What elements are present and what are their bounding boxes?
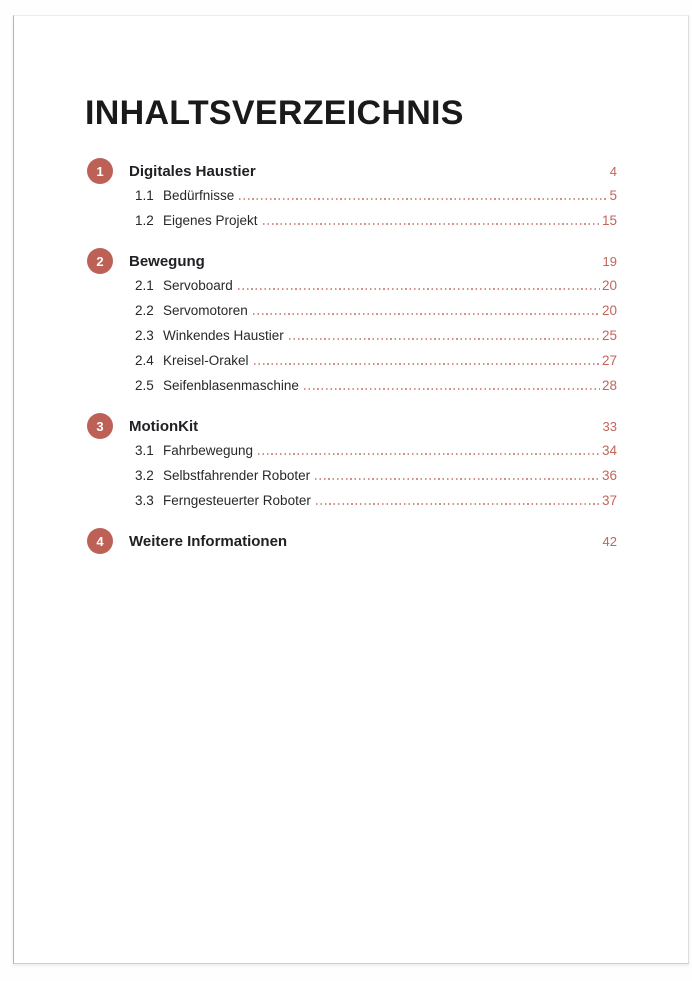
subsection-number: 2.3 bbox=[135, 328, 154, 343]
subsection-number: 3.2 bbox=[135, 468, 154, 483]
subsection-page-number: 27 bbox=[601, 353, 617, 368]
subsection-title: Eigenes Projekt bbox=[163, 213, 258, 228]
subsection-title: Bedürfnisse bbox=[163, 188, 235, 203]
section-number-badge bbox=[87, 413, 113, 439]
toc-section-row[interactable] bbox=[85, 528, 617, 554]
subsection-page-number: 20 bbox=[601, 303, 617, 318]
page-title: INHALTSVERZEICHNIS bbox=[85, 94, 464, 132]
toc-list bbox=[85, 158, 617, 554]
section-page-number: 33 bbox=[602, 418, 617, 434]
toc-subsection-row[interactable] bbox=[85, 303, 617, 328]
section-page-number: 4 bbox=[609, 163, 617, 179]
section-number: 3 bbox=[96, 418, 104, 434]
subsection-page-number: 5 bbox=[609, 188, 617, 203]
subsection-title: Ferngesteuerter Roboter bbox=[163, 493, 311, 508]
dot-leader-icon bbox=[238, 288, 600, 290]
subsection-title: Servoboard bbox=[163, 278, 233, 293]
subsection-page-number: 15 bbox=[601, 213, 617, 228]
section-title: Weitere Informationen bbox=[129, 532, 288, 550]
toc-section-row[interactable] bbox=[85, 248, 617, 274]
subsection-page-number: 28 bbox=[601, 378, 617, 393]
section-number: 1 bbox=[96, 163, 104, 179]
toc-subsection-row[interactable] bbox=[85, 278, 617, 303]
section-page-number: 42 bbox=[602, 533, 617, 549]
toc-subsection-row[interactable] bbox=[85, 443, 617, 468]
subsection-page-number: 34 bbox=[601, 443, 617, 458]
section-number-badge bbox=[87, 528, 113, 554]
document-page bbox=[13, 15, 689, 964]
dot-leader-icon bbox=[263, 223, 600, 225]
section-number: 2 bbox=[96, 253, 104, 269]
subsection-number: 2.2 bbox=[135, 303, 154, 318]
dot-leader-icon bbox=[239, 198, 607, 200]
toc-subsection-row[interactable] bbox=[85, 213, 617, 238]
section-title: MotionKit bbox=[129, 417, 199, 435]
section-page-number: 19 bbox=[602, 253, 617, 269]
subsection-number: 3.1 bbox=[135, 443, 154, 458]
toc-section-row[interactable] bbox=[85, 158, 617, 184]
subsection-title: Fahrbewegung bbox=[163, 443, 254, 458]
dot-leader-icon bbox=[315, 478, 600, 480]
subsection-number: 2.4 bbox=[135, 353, 154, 368]
dot-leader-icon bbox=[304, 388, 600, 390]
section-number-badge bbox=[87, 248, 113, 274]
toc-subsection-row[interactable] bbox=[85, 353, 617, 378]
toc-subsection-row[interactable] bbox=[85, 188, 617, 213]
subsection-number: 2.5 bbox=[135, 378, 154, 393]
dot-leader-icon bbox=[258, 453, 600, 455]
subsection-number: 1.1 bbox=[135, 188, 154, 203]
subsection-page-number: 20 bbox=[601, 278, 617, 293]
subsection-number: 2.1 bbox=[135, 278, 154, 293]
toc-subsection-row[interactable] bbox=[85, 378, 617, 403]
toc-section-row[interactable] bbox=[85, 413, 617, 439]
section-number: 4 bbox=[96, 533, 104, 549]
dot-leader-icon bbox=[289, 338, 600, 340]
toc-subsection-row[interactable] bbox=[85, 468, 617, 493]
toc-subsection-row[interactable] bbox=[85, 493, 617, 518]
subsection-number: 1.2 bbox=[135, 213, 154, 228]
toc-subsection-row[interactable] bbox=[85, 328, 617, 353]
subsection-title: Selbstfahrender Roboter bbox=[163, 468, 311, 483]
page-content bbox=[14, 16, 688, 554]
subsection-number: 3.3 bbox=[135, 493, 154, 508]
subsection-page-number: 25 bbox=[601, 328, 617, 343]
subsection-title: Kreisel-Orakel bbox=[163, 353, 249, 368]
section-title: Bewegung bbox=[129, 252, 205, 270]
section-number-badge bbox=[87, 158, 113, 184]
dot-leader-icon bbox=[254, 363, 600, 365]
dot-leader-icon bbox=[316, 503, 600, 505]
subsection-title: Servomotoren bbox=[163, 303, 248, 318]
subsection-title: Seifenblasenmaschine bbox=[163, 378, 299, 393]
subsection-title: Winkendes Haustier bbox=[163, 328, 284, 343]
dot-leader-icon bbox=[253, 313, 600, 315]
subsection-page-number: 37 bbox=[601, 493, 617, 508]
subsection-page-number: 36 bbox=[601, 468, 617, 483]
section-title: Digitales Haustier bbox=[129, 162, 256, 180]
